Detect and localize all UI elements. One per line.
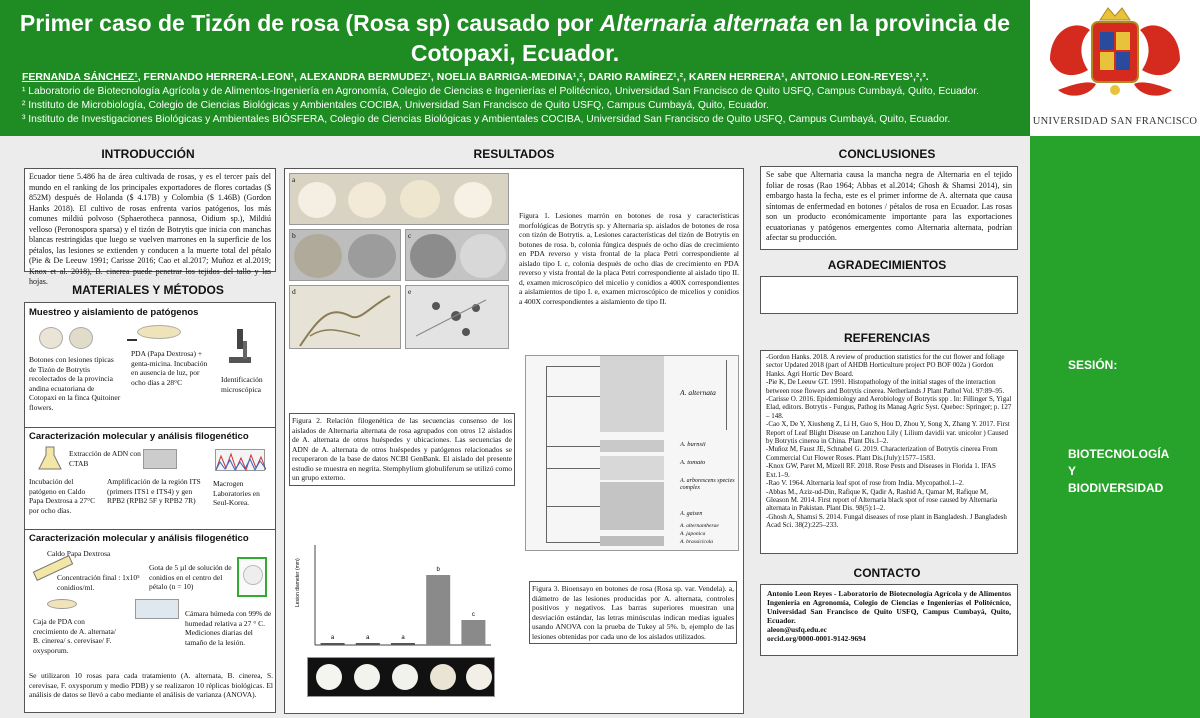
bar-letter-0: a <box>330 635 335 641</box>
methods-step-microscopy: Identificación microscópica <box>221 375 263 394</box>
session-topic <box>1068 446 1169 497</box>
figure3-caption: Figura 3. Bioensayo en botones de rosa (Rosa sp. var. Vendela). a, diámetro de las lesiones producidas por A. alternata, controles positivos y negativos. Las barras superiores muestran una desviación estándar, las letras minúsculas indican medias iguales usando ANOVA con la prueba de Tukey al 5%. b, ejemplo de las lesiones obtenidas por cada uno de los aislados utilizados. <box>529 581 737 644</box>
intro-text: Ecuador tiene 5.486 ha de área cultivada de rosas, y es el tercer país del mundo en el ranking de los principales exportadores de flores cortadas ($ 852M) después de Holanda ($ 4.17B) y Colombia ($ 1.46B) (Gordon Hanks 2018). El cultivo de rosas enfrenta varios patógenos, los más comunes mildiú polvoso (Sphaerotheca pannosa, Oidium sp.), Mildiú velloso (Peronospora sparsa) y el tizón de Botrytis que inicia con manchas blancas restringidas que luego se vuelven marrones en la superficie de los pétalos, las lesiones se extienden y conducen a la muerte total del pétalo (Pie & De Leeuw 1991; Carisse 2016; Cao et al.2017; Muñoz et al.2019; Knox et al. 2018), B. cinerea puede penetrar los tejidos del tallo y las hojas. <box>24 168 276 272</box>
bar-letter-3: b <box>436 567 440 573</box>
methods-final-text: Se utilizaron 10 rosas para cada tratamiento (A. alternata, B. cinerea, S. cerevisae, F. oxysporum y medio PDB) y se realizaron 10 réplicas biológicas. El análisis de datos se llevó a cabo mediante el análisis de varianza (ANOVA). <box>29 671 273 699</box>
session-sidebar <box>1030 136 1200 718</box>
session-topic-line1: BIOTECNOLOGÍA <box>1068 447 1170 461</box>
methods-step-dna: Extracción de ADN con CTAB <box>69 449 141 468</box>
methods-step-inoculation: Gota de 5 µl de solución de conidios en el centro del pétalo (n = 10) <box>149 563 232 591</box>
results-panel <box>284 168 744 714</box>
bar-1 <box>356 643 380 645</box>
references-list <box>760 350 1018 554</box>
reference-item: -Ghosh A, Shamsi S. 2014. Fungal diseases of rose plant in Bangladesh. J Bangladesh Acad Sci. 38(2):225–233. <box>766 512 1007 530</box>
methods-step-amplification: Amplificación de la región ITS (primers ITS1 e ITS4) y gen RPB2 (RPB2 5F y RPB2 7R) <box>107 477 201 505</box>
clade-label: A. brassicicola <box>680 539 713 545</box>
figure1-panel-e: e <box>405 285 509 349</box>
poster-header <box>0 0 1030 136</box>
methods-panel <box>24 302 276 713</box>
thanks-heading: AGRADECIMIENTOS <box>827 258 947 272</box>
humid-chamber-image <box>135 599 179 619</box>
methods-step-culture-plate: Caja de PDA con crecimiento de A. alternata/ B. cinerea/ s. cerevisae/ F. oxysporum. <box>33 617 116 655</box>
reference-item: -Knox GW, Paret M, Mizell RF. 2018. Rose Pests and Diseases in Florida 1. IFAS Ext.1–9. <box>766 462 996 479</box>
references-heading: REFERENCIAS <box>843 331 930 345</box>
session-label: SESIÓN: <box>1068 358 1118 372</box>
thanks-box <box>760 276 1018 314</box>
figure1-caption: Figura 1. Lesiones marrón en botones de rosa y características morfológicas de Botrytis sp. y Alternaria sp. aislados de botones de rosa con tizón de Botrytis. a, Lesiones características del tizón de Botrytis en botones de rosa. b, colonia fúngica después de ocho días de crecimiento en PDA reverso y vista frontal de la placa Petri correspondiente al aislado tipo I. c, colonia después de ocho días de crecimiento en PDA reverso y vista frontal de la placa Petri correspondiente al aislado tipo II. d, examen microscópico del micelio y conidios a 400X correspondientes a aislamientos de tipo I. e, examen microscópico de micelios y conidios a 400X correspondientes a aislamiento de tipo II. <box>519 211 739 306</box>
bar-3 <box>426 575 450 645</box>
figure1-panel-d: d <box>289 285 401 349</box>
y-axis-label: Lesion diameter (mm) <box>295 558 301 607</box>
reference-item: -Rao V. 1964. Alternaria leaf spot of rose from India. Mycopathol.1–2. <box>766 479 964 488</box>
methods-step-pda: PDA (Papa Dextrosa) + genta-micina. Incubación en ausencia de luz, por ocho días a 28°C <box>131 349 208 387</box>
divider <box>25 427 275 428</box>
methods-subheading-1: Muestreo y aislamiento de patógenos <box>29 307 199 318</box>
bar-4 <box>461 620 485 645</box>
flask-icon <box>37 445 63 471</box>
pda-plate-image <box>137 325 181 339</box>
contact-email[interactable]: aleon@usfq.edu.ec <box>767 625 827 634</box>
reference-item: -Abbas M., Aziz-ud-Din, Rafique K, Qadir A, Rashid A, Qamar M, Rafique M, Gleason M. 2014. First report of Alternaria black spot of rose caused by Alternaria alternata in Pakistan. Plant Dis. 98(5):1–2. <box>766 487 998 513</box>
reference-item: -Cao X, De Y, Xiusheng Z, Li H, Guo S, Hou D, Zhou Y, Song X, Zhang Y. 2017. First Report of Leaf Blight Disease on Lanzhou Lily ( Lilium davidii var. unicolor ) Caused by Botrytis cinerea in China. Plant Dis.1–2. <box>766 420 1010 446</box>
affiliation-2: ² Instituto de Microbiología, Colegio de Ciencias Biológicas y Ambientales COCIBA, Universidad San Francisco de Quito USFQ, Campus Cumbayá, Quito, Ecuador. <box>22 100 769 111</box>
author-list: FERNANDA SÁNCHEZ¹, FERNANDO HERRERA-LEON¹, ALEXANDRA BERMUDEZ¹, NOELIA BARRIGA-MEDINA¹,², DARIO RAMÍREZ¹,², KAREN HERRERA¹, ANTONIO LEON-REYES¹,²,³. <box>22 71 929 83</box>
contact-text: Antonio Leon Reyes - Laboratorio de Biotecnología Agrícola y de Alimentos Ingeniería en Agronomía, Colegio de Ciencias e Ingenierías el Politécnico, Universidad San Francisco de Quito USFQ, Campus Cumbayá, Quito, Ecuador. <box>767 589 1011 625</box>
reference-item: -Pie K, De Leeuw GT. 1991. Histopathology of the initial stages of the interaction between rose flowers and Botrytis cinerea. Netherlands J Plant Pathol Vol. 97:89–95. <box>766 378 1005 395</box>
bar-chart-svg <box>289 537 499 657</box>
clade-label: A. tomato <box>680 459 706 466</box>
phylogenetic-tree <box>525 355 739 551</box>
methods-step-broth: Caldo Papa Dextrosa <box>47 549 111 558</box>
bar-2 <box>391 643 415 645</box>
university-logo <box>1030 0 1200 136</box>
clade-label: A. burnsii <box>680 441 706 448</box>
clade-label: A. gaisen <box>680 511 703 517</box>
intro-heading: INTRODUCCIÓN <box>101 147 195 161</box>
bar-letter-1: a <box>366 635 370 641</box>
conclusions-heading: CONCLUSIONES <box>838 147 936 161</box>
methods-step-sequencing: Macrogen Laboratories en Seul-Korea. <box>213 479 260 507</box>
conclusions-text: Se sabe que Alternaria causa la mancha negra de Alternaria en el tejido foliar de rosas (Rao 1964; Abbas et al.2014; Ghosh & Shamsi 2014), sin embargo hasta la fecha, este es el primer informe de A. alternata que causa síntomas de enfermedad en botones / pétalos de rosa en Ecuador. Las rosas son un producto económicamente importante para las exportaciones ecuatorianas y patógenos emergentes como Alternaria alternata, podrían afectar su producción. <box>760 166 1018 250</box>
contact-box <box>760 584 1018 656</box>
figure1-panel-c: c <box>405 229 509 281</box>
session-topic-line3: BIODIVERSIDAD <box>1068 481 1164 495</box>
crest-icon <box>1030 0 1200 112</box>
pda-box-image <box>47 599 77 609</box>
figure3-bar-chart <box>289 537 499 707</box>
clade-label: A. alternantherae <box>680 523 719 529</box>
methods-heading: MATERIALES Y MÉTODOS <box>72 283 224 297</box>
contact-heading: CONTACTO <box>853 566 921 580</box>
methods-step-chamber: Cámara húmeda con 99% de humedad relativa a 27 ° C. Mediciones diarias del tamaño de la lesión. <box>185 609 272 647</box>
rose-sample-image <box>39 327 63 349</box>
bar-0 <box>321 643 345 645</box>
figure2-caption: Figura 2. Relación filogenética de las secuencias consenso de los aislados de Alternaria alternata de rosa agrupados con otros 12 aislados de A. alternata de otros huéspedes y ubicaciones. Las secuencias de ADN de A. alternata de otros huéspedes y patógenos relacionados se recuperaron de la base de datos NCBI GenBank. El aislado del presente estudio se muestra en negrita. Stemphylium globuliferum se utilizó como un grupo externo. <box>289 413 515 486</box>
session-topic-line2: Y <box>1068 464 1077 478</box>
clade-label: A. japonica <box>680 531 706 537</box>
chromatogram-image <box>215 449 265 471</box>
bar-letter-2: a <box>401 635 405 641</box>
arrow-icon <box>127 339 137 341</box>
affiliation-1: ¹ Laboratorio de Biotecnología Agrícola y de Alimentos-Ingeniería en Agronomía, Colegio de Ciencias e Ingenierías el Politécnico, Universidad San Francisco de Quito USFQ, Campus Cumbayá, Quito, Ecuador. <box>22 86 979 97</box>
clade-label: A. alternata <box>680 388 716 397</box>
divider <box>25 529 275 530</box>
results-heading: RESULTADOS <box>473 147 555 161</box>
methods-subheading-3: Caracterización molecular y análisis filogenético <box>29 533 249 544</box>
affiliation-3: ³ Instituto de Investigaciones Biológicas y Ambientales BIÓSFERA, Colegio de Ciencias Biológicas y Ambientales COCIBA, Universidad San Francisco de Quito USFQ, Campus Cumbayá, Quito, Ecuador. <box>22 114 951 125</box>
reference-item: -Gordon Hanks. 2018. A review of production statistics for the cut flower and foliage sector Updated 2018 (part of AHDB Horticulture project PO BOF 002a ) Gordon Hanks. Agri Hortic Dev Board. <box>766 353 1005 378</box>
microscope-icon <box>225 327 255 367</box>
rose-sample-image-2 <box>69 327 93 349</box>
thermocycler-image <box>143 449 177 469</box>
methods-step-incubation: Incubación del patógeno en Caldo Papa Dextrosa a 27°C por ocho días. <box>29 477 96 515</box>
clade-label: A. arborescens species complex <box>680 478 735 491</box>
figure3-rose-strip <box>307 657 495 697</box>
figure1-panel-a: a <box>289 173 509 225</box>
rose-inoculation-image <box>237 557 267 597</box>
bar-letter-4: c <box>471 612 475 618</box>
university-name: UNIVERSIDAD SAN FRANCISCO <box>1032 116 1198 127</box>
contact-orcid[interactable]: orcid.org/0000-0001-9142-9694 <box>767 634 866 643</box>
methods-subheading-2: Caracterización molecular y análisis filogenético <box>29 431 249 442</box>
methods-step-concentration: Concentración final : 1x10⁵ conidios/ml. <box>57 573 140 592</box>
reference-item: -Carisse O. 2016. Epidemiology and Aerobiology of Botrytis spp . In: Fillinger S, Yigal Elad, editors. Botrytis - Fungus, Pathog its Manag Agric Syst. Quebec: Springer; p. 127 – 148. <box>766 395 1012 420</box>
poster-title: Primer caso de Tizón de rosa (Rosa sp) causado por Alternaria alternata en la provincia de Cotopaxi, Ecuador. <box>19 10 1011 66</box>
figure1-panel-b: b <box>289 229 401 281</box>
reference-item: -Muñoz M, Faust JE, Schnabel G. 2019. Characterization of Botrytis cinerea From Commercial Cut Flower Roses. Plant Dis.(July):1577–1583. <box>766 445 998 462</box>
methods-step-collection: Botones con lesiones típicas de Tizón de Botrytis recolectados de la provincia andina ecuatoriana de Cotopaxi en la finca Quitoiner flowers. <box>29 355 121 412</box>
